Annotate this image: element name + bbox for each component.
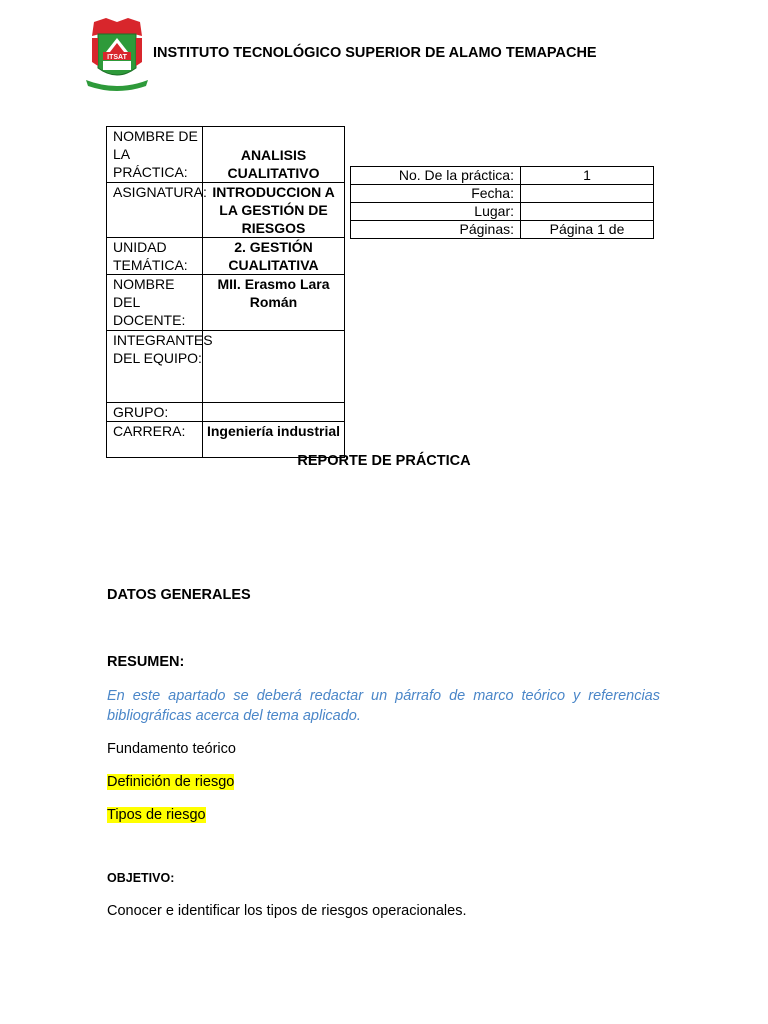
info-value (203, 403, 345, 422)
general-data-heading: DATOS GENERALES (107, 587, 251, 603)
practice-value: 1 (521, 167, 654, 185)
info-value (203, 331, 345, 403)
summary-instruction: En este apartado se deberá redactar un párrafo de marco teórico y referencias bibliográficas acerca del tema aplicado. (107, 688, 660, 724)
practice-label: Lugar: (351, 203, 521, 221)
table-row (107, 275, 345, 331)
info-value: INTRODUCCION A LA GESTIÓN DE RIESGOS (203, 183, 345, 238)
practice-value: Página 1 de (521, 221, 654, 239)
info-label: CARRERA: (107, 422, 203, 458)
table-row (107, 403, 345, 422)
info-value: ANALISIS CUALITATIVO (203, 127, 345, 183)
table-row (351, 167, 654, 185)
logo-text: ITSAT (107, 54, 127, 61)
table-row (107, 127, 345, 183)
summary-heading: RESUMEN: (107, 654, 185, 670)
objective-text: Conocer e identificar los tipos de riesgos operacionales. (107, 903, 467, 919)
theory-heading: Fundamento teórico (107, 741, 236, 757)
info-label: NOMBRE DEL DOCENTE: (107, 275, 203, 331)
practice-info-table (106, 126, 345, 458)
info-value: Ingeniería industrial (203, 422, 345, 458)
table-row (351, 185, 654, 203)
practice-label: Fecha: (351, 185, 521, 203)
info-value: 2. GESTIÓN CUALITATIVA (203, 238, 345, 275)
table-row (351, 203, 654, 221)
objective-heading: OBJETIVO: (107, 871, 175, 885)
table-row (351, 221, 654, 239)
info-label: NOMBRE DE LA PRÁCTICA: (107, 127, 203, 183)
institution-logo (84, 16, 150, 92)
report-title: REPORTE DE PRÁCTICA (297, 453, 471, 469)
practice-label: Páginas: (351, 221, 521, 239)
info-label: UNIDAD TEMÁTICA: (107, 238, 203, 275)
table-row (107, 183, 345, 238)
risk-types-text: Tipos de riesgo (107, 807, 206, 823)
table-row (107, 238, 345, 275)
info-value: MII. Erasmo Lara Román (203, 275, 345, 331)
practice-value (521, 185, 654, 203)
practice-number-table (350, 166, 654, 239)
info-label: GRUPO: (107, 403, 203, 422)
risk-definition-text: Definición de riesgo (107, 774, 235, 790)
practice-label: No. De la práctica: (351, 167, 521, 185)
info-label: INTEGRANTES DEL EQUIPO: (107, 331, 203, 403)
table-row (107, 331, 345, 403)
institution-name: INSTITUTO TECNOLÓGICO SUPERIOR DE ALAMO TEMAPACHE (153, 45, 597, 61)
info-label: ASIGNATURA: (107, 183, 203, 238)
practice-value (521, 203, 654, 221)
